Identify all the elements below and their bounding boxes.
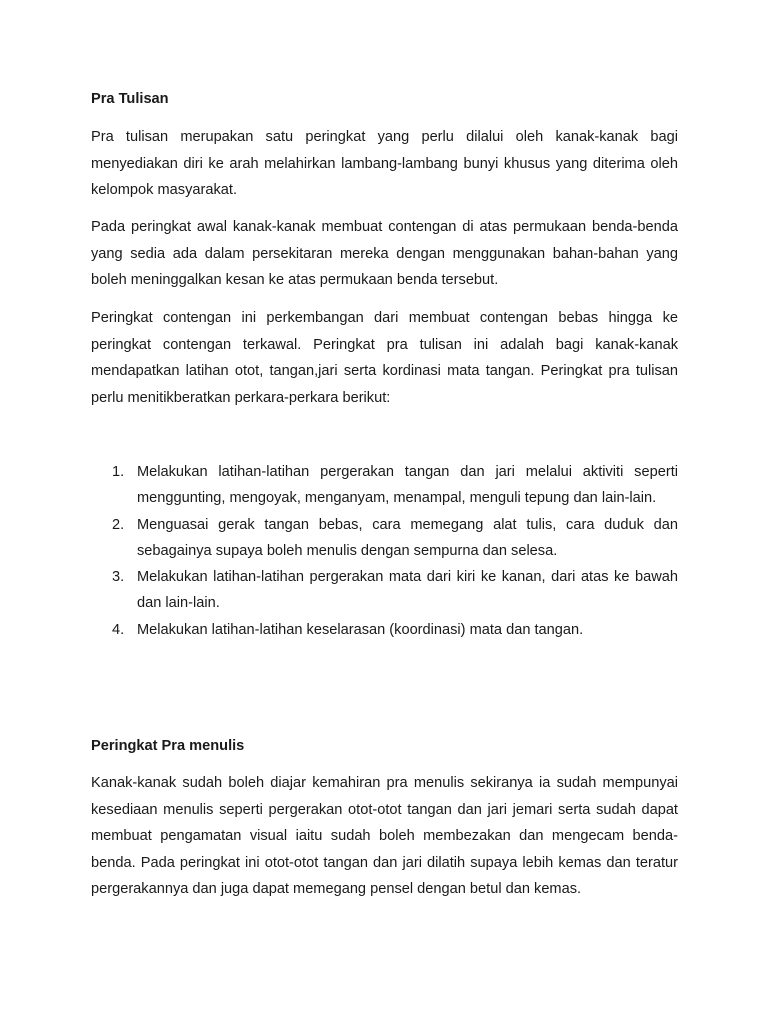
paragraph-3: Peringkat contengan ini perkembangan dari membuat contengan bebas hingga ke peringkat contengan terkawal. Peringkat pra tulisan ini adalah bagi kanak-kanak mendapatkan latihan otot, tangan,jari serta kordinasi mata tangan. Peringkat pra tulisan perlu menitikberatkan perkara-perkara berikut: (91, 310, 678, 406)
list-item (91, 459, 678, 512)
list-item (91, 512, 678, 565)
list-item (91, 617, 678, 643)
section-heading-peringkat-pra-menulis: Peringkat Pra menulis (91, 738, 245, 754)
list-item-text: Menguasai gerak tangan bebas, cara memegang alat tulis, cara duduk dan sebagainya supaya boleh menulis dengan sempurna dan selesa. (137, 516, 678, 559)
list-item-text: Melakukan latihan-latihan pergerakan mata dari kiri ke kanan, dari atas ke bawah dan lain-lain. (137, 569, 678, 612)
list-item-text: Melakukan latihan-latihan pergerakan tangan dan jari melalui aktiviti seperti menggunting, mengoyak, menganyam, menampal, menguli tepung dan lain-lain. (137, 464, 678, 507)
paragraph-1: Pra tulisan merupakan satu peringkat yang perlu dilalui oleh kanak-kanak bagi menyediakan diri ke arah melahirkan lambang-lambang bunyi khusus yang diterima oleh kelompok masyarakat. (91, 129, 678, 198)
numbered-list (91, 459, 678, 643)
list-item (91, 564, 678, 617)
list-item-number: 4. (112, 621, 125, 638)
list-item-number: 2. (112, 516, 125, 533)
list-item-text: Melakukan latihan-latihan keselarasan (koordinasi) mata dan tangan. (137, 621, 584, 638)
list-item-number: 1. (112, 464, 125, 480)
list-item-number: 3. (112, 569, 125, 586)
paragraph-2: Pada peringkat awal kanak-kanak membuat contengan di atas permukaan benda-benda yang sedia ada dalam persekitaran mereka dengan menggunakan bahan-bahan yang boleh meninggalkan kesan ke atas permukaan benda tersebut. (91, 219, 678, 288)
section-heading-pra-tulisan: Pra Tulisan (91, 91, 169, 107)
paragraph-4: Kanak-kanak sudah boleh diajar kemahiran pra menulis sekiranya ia sudah mempunyai kesediaan menulis seperti pergerakan otot-otot tangan dan jari jemari serta sudah dapat membuat pengamatan visual iaitu sudah boleh membezakan dan mengecam benda-benda. Pada peringkat ini otot-otot tangan dan jari dilatih supaya lebih kemas dan teratur pergerakannya dan juga dapat memegang pensel dengan betul dan kemas. (91, 775, 678, 897)
